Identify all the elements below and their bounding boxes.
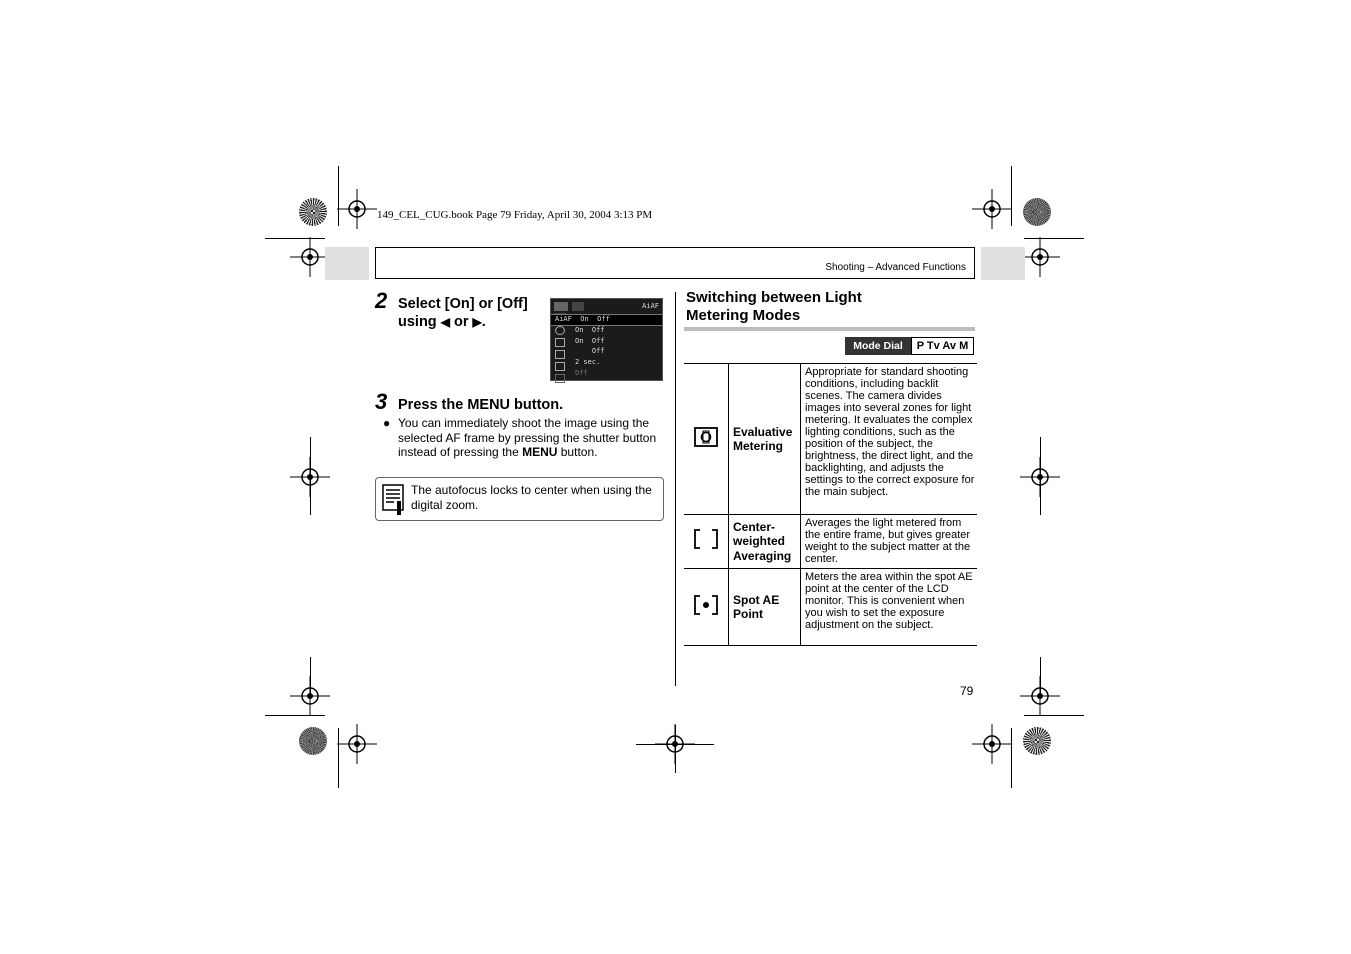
lcd-row-value: Off [575, 369, 588, 377]
lcd-screen [550, 298, 663, 381]
section-title: Switching between Light Metering Modes [686, 289, 862, 324]
metering-mode-description: Appropriate for standard shooting conditions, including backlit scenes. The camera divides images into several zones for light metering. It evaluates the complex lighting conditions, such as the position of the subject, the brightness, the direct light, and the backlighting, and adjusts the settings to the correct exposure for the main subject. [801, 364, 978, 515]
lcd-row [575, 357, 600, 367]
lcd-row-value: On Off [575, 326, 605, 334]
lcd-row [555, 314, 610, 324]
lcd-row-value: On Off [580, 315, 610, 323]
step-2-line1: Select [On] or [Off] [398, 296, 528, 312]
column-divider [675, 292, 676, 686]
lcd-row-value: Off [575, 347, 605, 355]
metering-mode-description: Averages the light metered from the entire frame, but gives greater weight to the subject matter at the center. [801, 515, 978, 569]
registration-mark-icon [972, 724, 1012, 764]
step-2-line2-prefix: using [398, 314, 437, 330]
step-2-line2-suffix: . [481, 314, 486, 330]
mode-dial-label: Mode Dial [845, 337, 911, 355]
af-assist-icon [555, 338, 565, 347]
color-calibration-icon [1023, 198, 1051, 226]
table-cell-icon [684, 515, 729, 569]
title-underline [684, 327, 975, 331]
lcd-row-value: 2 sec. [575, 358, 601, 366]
header-section-title: Shooting – Advanced Functions [825, 262, 966, 273]
color-calibration-icon [299, 727, 327, 755]
table-row [684, 364, 977, 515]
step-number: 2 [375, 288, 388, 313]
lcd-tab-bar [554, 302, 598, 312]
step-3-bullet-text: You can immediately shoot the image using the selected AF frame by pressing the shutter button instead of pressing the [398, 416, 657, 459]
color-calibration-icon [299, 198, 327, 226]
crop-mark [1040, 437, 1041, 515]
note-icon [382, 484, 404, 516]
table-cell-icon [684, 569, 729, 646]
page-number: 79 [960, 684, 974, 698]
table-row [684, 515, 977, 569]
spot-ae-point-icon [694, 595, 718, 615]
metering-mode-name: Spot AE Point [729, 569, 801, 646]
lcd-row [575, 368, 588, 378]
crop-mark [310, 437, 311, 515]
crop-mark [675, 725, 676, 773]
right-arrow-icon: ▶ [472, 315, 482, 329]
metering-mode-name: Center-weighted Averaging [729, 515, 801, 569]
red-eye-icon [555, 326, 565, 335]
lcd-mode-label: AiAF [642, 302, 659, 310]
crop-mark [310, 657, 311, 697]
metering-modes-table [684, 363, 977, 646]
step-3-bullet [398, 416, 660, 460]
note-box [375, 477, 664, 521]
registration-mark-icon [1020, 237, 1060, 277]
review-icon [555, 362, 565, 371]
step-3-bullet-end: button. [557, 445, 598, 459]
running-header [375, 247, 975, 279]
mode-dial-value: P Tv Av M [911, 337, 974, 355]
lcd-row [575, 325, 605, 335]
color-calibration-icon [1023, 727, 1051, 755]
evaluative-metering-icon [694, 427, 718, 447]
lcd-row-label: AiAF [555, 315, 572, 323]
table-row [684, 569, 977, 646]
metering-mode-name: Evaluative Metering [729, 364, 801, 515]
metering-mode-description: Meters the area within the spot AE point at the center of the LCD monitor. This is convenient when you wish to set the exposure adjustment on the subject. [801, 569, 978, 646]
bullet-icon: ● [383, 416, 391, 430]
book-info: 149_CEL_CUG.book Page 79 Friday, April 30, 2004 3:13 PM [377, 209, 653, 221]
note-text: The autofocus locks to center when using the digital zoom. [411, 483, 652, 512]
digital-zoom-icon [555, 350, 565, 359]
lcd-row-value: On Off [575, 337, 605, 345]
crop-mark [1040, 657, 1041, 697]
camera-tab-icon [554, 302, 568, 311]
step-2-line2-mid: or [453, 314, 469, 330]
step-2-instruction [398, 295, 548, 331]
side-tab-right [981, 247, 1025, 280]
lcd-row [575, 346, 605, 356]
registration-mark-icon [337, 189, 377, 229]
left-arrow-icon: ◀ [440, 315, 450, 329]
step-3-bullet-bold: MENU [522, 445, 558, 459]
side-tab-left [325, 247, 369, 280]
lcd-row [575, 336, 605, 346]
registration-mark-icon [972, 189, 1012, 229]
registration-mark-icon [290, 237, 330, 277]
center-weighted-averaging-icon [694, 529, 718, 549]
step-3-title: Press the MENU button. [398, 397, 564, 413]
lcd-menu-icons [555, 326, 565, 378]
registration-mark-icon [337, 724, 377, 764]
save-original-icon [555, 374, 565, 383]
step-number: 3 [375, 389, 388, 414]
table-cell-icon [684, 364, 729, 515]
play-tab-icon [572, 302, 584, 311]
